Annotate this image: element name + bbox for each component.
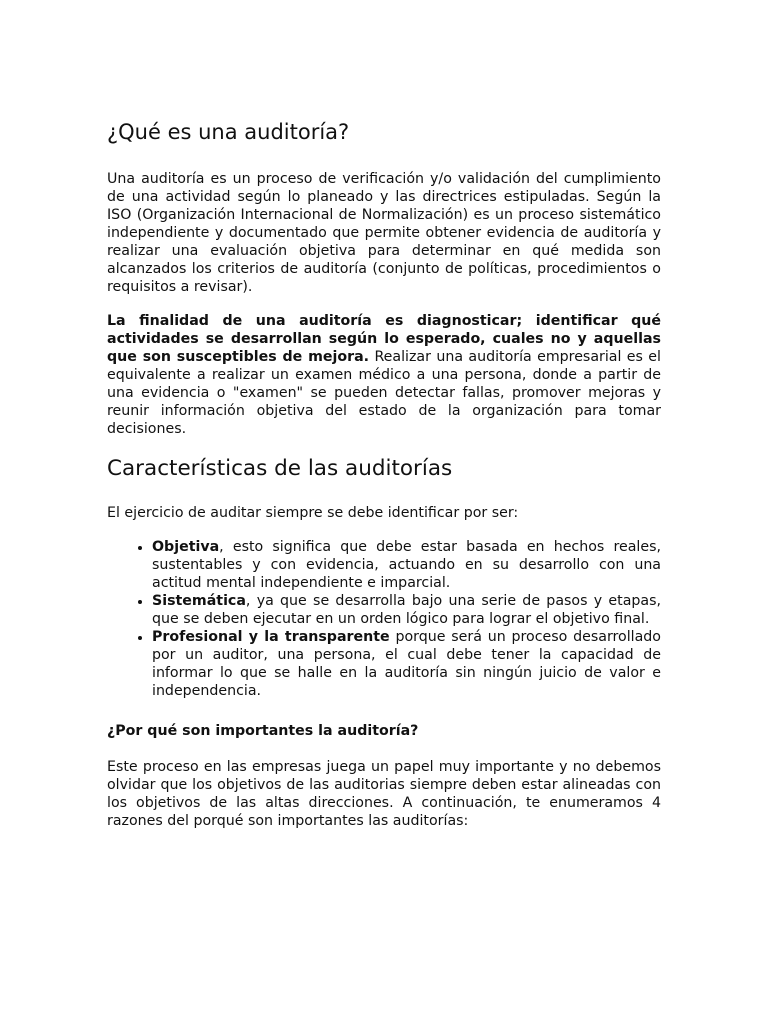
characteristics-list — [107, 538, 661, 700]
list-item — [152, 592, 661, 628]
list-item-text: , ya que se desarrolla bajo una serie de pasos y etapas, que se deben ejecutar en un orden lógico para lograr el objetivo final. — [152, 593, 661, 627]
paragraph-importancia: Este proceso en las empresas juega un papel muy importante y no debemos olvidar que los objetivos de las auditorias siempre deben estar alineadas con los objetivos de las altas direcciones. A continuación, te enumeramos 4 razones del porqué son importantes las auditorías: — [107, 759, 661, 829]
list-item-term: Sistemática — [152, 593, 246, 609]
list-item-term: Objetiva — [152, 539, 220, 555]
heading-que-es-auditoria: ¿Qué es una auditoría? — [107, 120, 350, 144]
paragraph-finalidad-bold: La finalidad de una auditoría es diagnosticar; identificar qué actividades se desarrollan según lo esperado, cuales no y aquellas que son susceptibles de mejora. — [107, 313, 661, 365]
list-item-term: Profesional y la transparente — [152, 629, 390, 645]
list-item — [152, 628, 661, 700]
paragraph-definicion: Una auditoría es un proceso de verificación y/o validación del cumplimiento de una actividad según lo planeado y las directrices estipuladas. Según la ISO (Organización Internacional de Normalización) es un proceso sistemático independiente y documentado que permite obtener evidencia de auditoría y realizar una evaluación objetiva para determinar en qué medida son alcanzados los criterios de auditoría (conjunto de políticas, procedimientos o requisitos a revisar). — [107, 171, 661, 295]
list-item — [152, 538, 661, 592]
paragraph-finalidad — [107, 312, 661, 438]
heading-importancia: ¿Por qué son importantes la auditoría? — [107, 723, 419, 739]
heading-caracteristicas: Características de las auditorías — [107, 456, 453, 481]
list-item-text: porque será un proceso desarrollado por un auditor, una persona, el cual debe tener la capacidad de informar lo que se halle en la auditoría sin ningún juicio de valor e independencia. — [152, 629, 661, 699]
paragraph-finalidad-text: Realizar una auditoría empresarial es el equivalente a realizar un examen médico a una persona, donde a partir de una evidencia o "examen" se pueden detectar fallas, promover mejoras y reunir información objetiva del estado de la organización para tomar decisiones. — [107, 349, 661, 437]
document-page — [107, 118, 661, 846]
paragraph-intro-caracteristicas: El ejercicio de auditar siempre se debe identificar por ser: — [107, 505, 519, 521]
list-item-text: , esto significa que debe estar basada en hechos reales, sustentables y con evidencia, actuando en su desarrollo con una actitud mental independiente e imparcial. — [152, 539, 661, 591]
